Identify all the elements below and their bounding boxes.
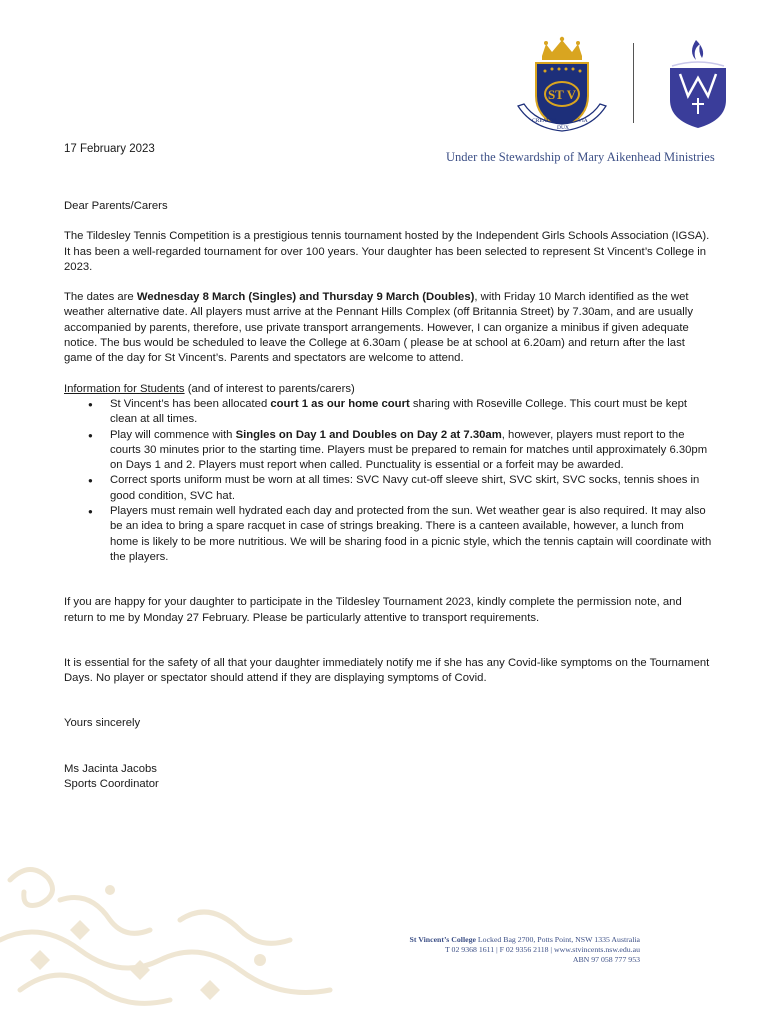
footer-abn: ABN 97 058 777 953 bbox=[572, 955, 640, 964]
signature-block bbox=[64, 762, 714, 793]
paragraph-dates-bold: Wednesday 8 March (Singles) and Thursday 9 March (Doubles) bbox=[136, 291, 475, 304]
information-heading bbox=[64, 382, 714, 397]
footer-college-name: St Vincent’s College bbox=[409, 935, 476, 944]
information-heading-underlined: Information for Students bbox=[64, 382, 185, 395]
decorative-scroll-ornament bbox=[0, 860, 350, 1010]
crest-monogram: ST V bbox=[547, 87, 577, 102]
bullet4-text: Players must remain well hydrated each day and protected from the sun. Wet weather gear is also required. It may also be an idea to bring a spare racquet in case of strings breaking. There is a canteen available, however, a lunch from home is likely to be more nutritious. We will be sharing food in a picnic style, which the tennis captain will coordinate with the players. bbox=[110, 505, 712, 563]
header-divider bbox=[633, 43, 634, 123]
bullet3-text: Correct sports uniform must be worn at all times: SVC Navy cut-off sleeve shirt, SVC skirt, SVC socks, tennis shoes in good condition, SVC hat. bbox=[110, 474, 700, 502]
college-crest-logo bbox=[512, 36, 612, 136]
bullet2-bold: Singles on Day 1 and Doubles on Day 2 at 7.30am bbox=[235, 428, 502, 441]
letter-body bbox=[64, 199, 714, 792]
paragraph-dates-post: , with Friday 10 March identified as the wet weather alternative date. All players must arrive at the Pennant Hills Complex (off Britannia Street) by 7.30am, and are usually accompanied by parents, therefore, use private transport arrangements. However, I can organize a minibus if given adequate notice. The bus would be scheduled to leave the College at 6.30am ( please be at school at 6.20am) and return after the last game of the day for St Vincent’s. Parents and spectators are welcome to attend. bbox=[64, 291, 693, 365]
closing: Yours sincerely bbox=[64, 717, 141, 730]
student-info-list bbox=[64, 397, 714, 565]
list-item bbox=[64, 504, 714, 565]
footer-contacts: T 02 9368 1611 | F 02 9356 2118 | www.stvincents.nsw.edu.au bbox=[444, 945, 640, 954]
paragraph-dates bbox=[64, 290, 714, 366]
mary-aikenhead-logo bbox=[666, 38, 730, 130]
footer-address bbox=[350, 935, 640, 965]
bullet2-pre: Play will commence with bbox=[110, 428, 236, 441]
stewardship-tagline: Under the Stewardship of Mary Aikenhead Ministries bbox=[446, 150, 715, 164]
crest-motto-2: DUX bbox=[557, 125, 569, 131]
list-item bbox=[64, 473, 714, 504]
bullet2-post: , however, players must report to the courts 30 minutes prior to the starting time. Players must be prepared to remain for matches until approximately 6.30pm on Days 1 and 2. Players must report when called. Punctuality is essential or a forfeit may be awarded. bbox=[110, 428, 708, 472]
crest-motto-1: CREATOR bbox=[532, 118, 557, 124]
footer-postal: Locked Bag 2700, Potts Point, NSW 1335 Australia bbox=[475, 935, 640, 944]
paragraph-dates-pre: The dates are bbox=[64, 291, 137, 304]
bullet1-pre: St Vincent’s has been allocated bbox=[110, 397, 271, 410]
list-item bbox=[64, 397, 714, 428]
paragraph-intro: The Tildesley Tennis Competition is a prestigious tennis tournament hosted by the Independent Girls Schools Association (IGSA). It has been a well-regarded tournament for over 100 years. Your daughter has been selected to represent St Vincent’s College in 2023. bbox=[64, 230, 710, 273]
crest-motto-3: VIA bbox=[578, 118, 588, 124]
information-heading-rest: (and of interest to parents/carers) bbox=[184, 382, 355, 395]
list-item bbox=[64, 428, 714, 474]
bullet1-bold: court 1 as our home court bbox=[270, 397, 410, 410]
salutation: Dear Parents/Carers bbox=[64, 200, 168, 212]
paragraph-permission: If you are happy for your daughter to participate in the Tildesley Tournament 2023, kindly complete the permission note, and return to me by Monday 27 February. Please be particularly attentive to transport requirements. bbox=[64, 596, 682, 624]
signer-title: Sports Coordinator bbox=[64, 778, 159, 791]
footer-line-1 bbox=[350, 935, 640, 945]
bullet1-post: sharing with Roseville College. This court must be kept clean at all times. bbox=[110, 397, 688, 426]
paragraph-covid: It is essential for the safety of all that your daughter immediately notify me if she has any Covid-like symptoms on the Tournament Days. No player or spectator should attend if they are displaying symptoms of Covid. bbox=[64, 656, 710, 685]
signer-name: Ms Jacinta Jacobs bbox=[64, 762, 157, 775]
letter-date: 17 February 2023 bbox=[64, 143, 155, 155]
